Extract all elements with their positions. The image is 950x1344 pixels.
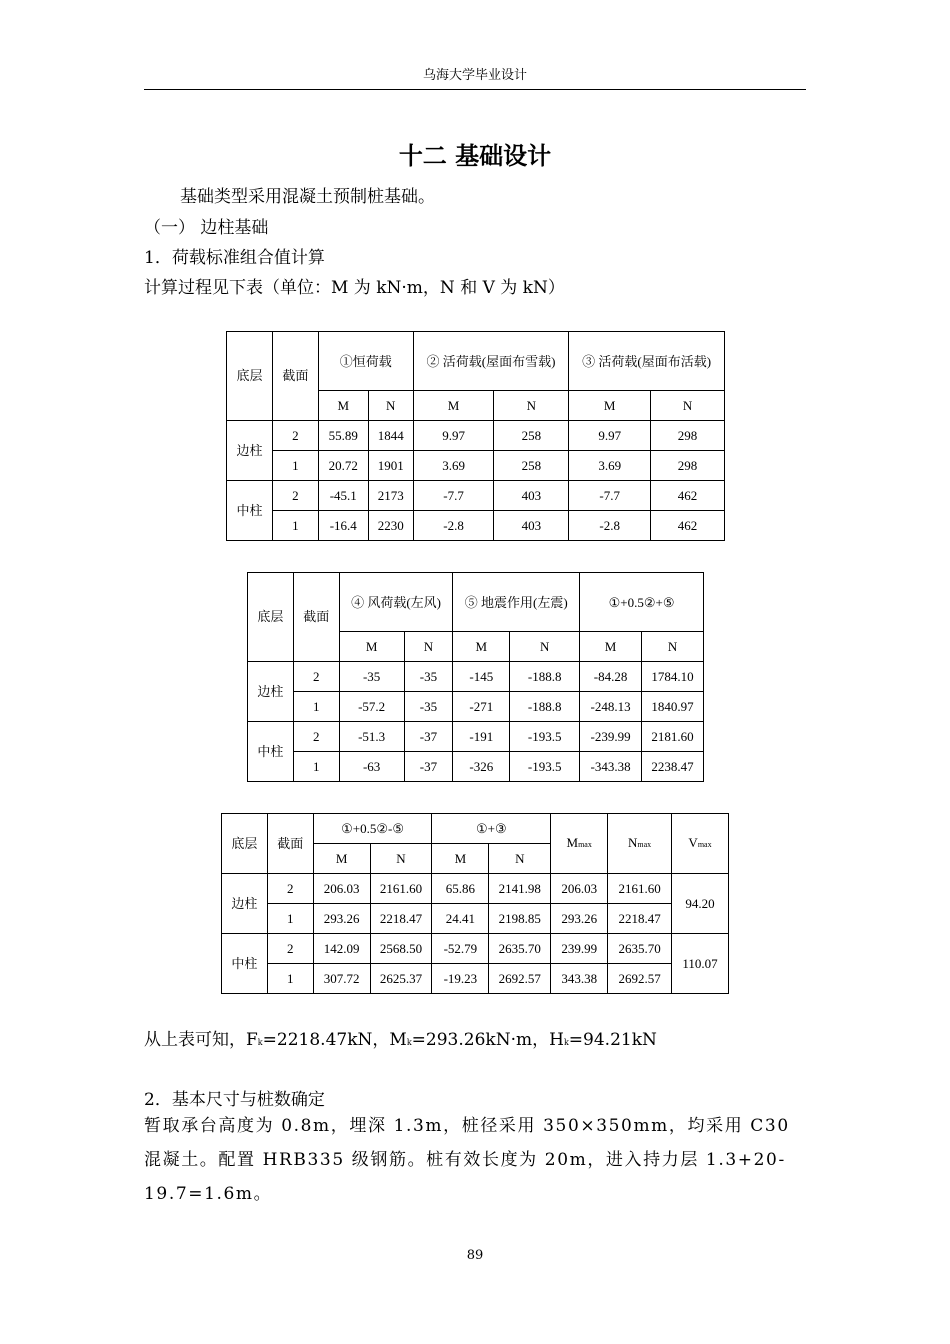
table-cell: 20.72 — [318, 451, 368, 481]
page-number: 89 — [466, 1248, 484, 1263]
section-number: 1 — [293, 752, 339, 782]
table-cell: 2238.47 — [642, 752, 704, 782]
header-n: N — [642, 632, 704, 662]
header-n: N — [404, 632, 453, 662]
table-row — [248, 692, 704, 722]
table-cell: -63 — [339, 752, 404, 782]
header-floor: 底层 — [222, 814, 268, 874]
table-cell: -193.5 — [510, 752, 580, 782]
section-number: 1 — [272, 511, 318, 541]
table-cell: -51.3 — [339, 722, 404, 752]
section-heading: （一） 边柱基础 — [144, 218, 269, 238]
table-cell: -35 — [404, 662, 453, 692]
table-cell: -2.8 — [413, 511, 494, 541]
header-live-load: ③ 活荷载(屋面布活载) — [569, 332, 725, 391]
header-m-max: Mmax — [551, 814, 608, 874]
table-cell: 2692.57 — [608, 964, 672, 994]
table-row — [227, 451, 725, 481]
table-cell: -45.1 — [318, 481, 368, 511]
table-row — [222, 964, 729, 994]
header-section: 截面 — [272, 332, 318, 421]
section-number: 1 — [267, 964, 313, 994]
table-cell: -35 — [339, 662, 404, 692]
table-cell: 2218.47 — [370, 904, 432, 934]
header-section: 截面 — [267, 814, 313, 874]
table-row — [222, 904, 729, 934]
table-cell: 239.99 — [551, 934, 608, 964]
section-number: 2 — [272, 481, 318, 511]
table-cell: 298 — [651, 421, 725, 451]
header-n: N — [510, 632, 580, 662]
table-cell: 2568.50 — [370, 934, 432, 964]
table-cell: -16.4 — [318, 511, 368, 541]
section-number: 1 — [293, 692, 339, 722]
table-row — [222, 874, 729, 904]
table-cell: -188.8 — [510, 692, 580, 722]
table-row — [227, 481, 725, 511]
table-cell: 258 — [494, 421, 569, 451]
header-combination-2: ①+0.5②-⑤ — [313, 814, 432, 844]
header-n: N — [368, 391, 413, 421]
header-dead-load: ①恒荷载 — [318, 332, 413, 391]
table-cell: -7.7 — [413, 481, 494, 511]
table-cell: 142.09 — [313, 934, 370, 964]
section-number: 2 — [272, 421, 318, 451]
table-cell: 65.86 — [432, 874, 489, 904]
table-cell: 462 — [651, 511, 725, 541]
table-cell: 3.69 — [413, 451, 494, 481]
table-cell: 2181.60 — [642, 722, 704, 752]
intro-text: 基础类型采用混凝土预制桩基础。 — [180, 187, 435, 207]
table-cell: 3.69 — [569, 451, 651, 481]
v-max-edge: 94.20 — [672, 874, 729, 934]
header-section: 截面 — [293, 573, 339, 662]
table-cell: 258 — [494, 451, 569, 481]
table-cell: 298 — [651, 451, 725, 481]
table-row — [222, 934, 729, 964]
header-v-max: Vmax — [672, 814, 729, 874]
table-cell: -193.5 — [510, 722, 580, 752]
table-cell: 24.41 — [432, 904, 489, 934]
header-m: M — [413, 391, 494, 421]
table-cell: 307.72 — [313, 964, 370, 994]
table-row — [227, 421, 725, 451]
table-cell: -57.2 — [339, 692, 404, 722]
table-row — [227, 511, 725, 541]
combination-table — [221, 813, 729, 994]
table-cell: 55.89 — [318, 421, 368, 451]
design-paragraph: 暂取承台高度为 0.8m，埋深 1.3m，桩径采用 350×350mm，均采用 C30 混凝土。配置 HRB335 级钢筋。桩有效长度为 20m，进入持力层 1.3+20-19.7=1.6m。 — [144, 1116, 790, 1204]
table-cell: 2692.57 — [489, 964, 551, 994]
table-cell: 2635.70 — [489, 934, 551, 964]
header-m: M — [569, 391, 651, 421]
header-m: M — [318, 391, 368, 421]
conclusion-text: 从上表可知，Fk=2218.47kN，Mk=293.26kN·m，Hk=94.21kN — [144, 1030, 657, 1050]
table-cell: -145 — [453, 662, 510, 692]
table-cell: -343.38 — [580, 752, 642, 782]
table-row — [248, 662, 704, 692]
page-header: 乌海大学毕业设计 — [144, 64, 806, 90]
header-n: N — [489, 844, 551, 874]
row-label-edge-column: 边柱 — [222, 874, 268, 934]
table-cell: 2625.37 — [370, 964, 432, 994]
table-cell: 2218.47 — [608, 904, 672, 934]
row-label-edge-column: 边柱 — [248, 662, 294, 722]
table-cell: -7.7 — [569, 481, 651, 511]
header-combination-3: ①+③ — [432, 814, 551, 844]
header-seismic-action: ⑤ 地震作用(左震) — [453, 573, 580, 632]
table-cell: 2161.60 — [370, 874, 432, 904]
table-cell: 1840.97 — [642, 692, 704, 722]
table-cell: 206.03 — [551, 874, 608, 904]
header-n: N — [370, 844, 432, 874]
header-m: M — [453, 632, 510, 662]
load-table-1 — [226, 331, 725, 541]
table-cell: 293.26 — [551, 904, 608, 934]
row-label-edge-column: 边柱 — [227, 421, 273, 481]
header-m: M — [339, 632, 404, 662]
section-number: 2 — [267, 934, 313, 964]
header-wind-load: ④ 风荷载(左风) — [339, 573, 453, 632]
table-cell: 403 — [494, 481, 569, 511]
load-table-2 — [247, 572, 704, 782]
table-cell: 2161.60 — [608, 874, 672, 904]
table-cell: -326 — [453, 752, 510, 782]
section-number: 1 — [272, 451, 318, 481]
row-label-middle-column: 中柱 — [248, 722, 294, 782]
table-cell: -188.8 — [510, 662, 580, 692]
header-n: N — [651, 391, 725, 421]
table-row — [248, 722, 704, 752]
header-n-max: Nmax — [608, 814, 672, 874]
section-number: 2 — [267, 874, 313, 904]
table-cell: 1901 — [368, 451, 413, 481]
table-cell: 403 — [494, 511, 569, 541]
header-floor: 底层 — [248, 573, 294, 662]
header-combination-1: ①+0.5②+⑤ — [580, 573, 704, 632]
table-cell: -37 — [404, 722, 453, 752]
row-label-middle-column: 中柱 — [227, 481, 273, 541]
header-m: M — [432, 844, 489, 874]
section-number: 2 — [293, 722, 339, 752]
table-cell: -2.8 — [569, 511, 651, 541]
table-cell: 1784.10 — [642, 662, 704, 692]
table-cell: 206.03 — [313, 874, 370, 904]
v-max-middle: 110.07 — [672, 934, 729, 994]
table-cell: -19.23 — [432, 964, 489, 994]
table-cell: -37 — [404, 752, 453, 782]
table-cell: -52.79 — [432, 934, 489, 964]
table-cell: -271 — [453, 692, 510, 722]
table-cell: 2141.98 — [489, 874, 551, 904]
header-m: M — [313, 844, 370, 874]
subsection-heading-2: 2．基本尺寸与桩数确定 — [144, 1090, 325, 1110]
table-cell: -248.13 — [580, 692, 642, 722]
table-cell: -35 — [404, 692, 453, 722]
table-row — [248, 752, 704, 782]
header-n: N — [494, 391, 569, 421]
table-cell: -84.28 — [580, 662, 642, 692]
table-cell: 2198.85 — [489, 904, 551, 934]
section-number: 1 — [267, 904, 313, 934]
table-cell: 462 — [651, 481, 725, 511]
calc-note: 计算过程见下表（单位：M 为 kN·m，N 和 V 为 kN） — [144, 278, 565, 298]
table-cell: 2173 — [368, 481, 413, 511]
table-cell: 2230 — [368, 511, 413, 541]
table-cell: 2635.70 — [608, 934, 672, 964]
table-cell: -191 — [453, 722, 510, 752]
section-number: 2 — [293, 662, 339, 692]
subsection-heading-1: 1．荷载标准组合值计算 — [144, 248, 325, 268]
table-cell: 9.97 — [569, 421, 651, 451]
header-m: M — [580, 632, 642, 662]
page-title: 十二 基础设计 — [398, 142, 552, 170]
header-floor: 底层 — [227, 332, 273, 421]
table-cell: 293.26 — [313, 904, 370, 934]
table-cell: 9.97 — [413, 421, 494, 451]
header-snow-load: ② 活荷载(屋面布雪载) — [413, 332, 569, 391]
table-cell: 1844 — [368, 421, 413, 451]
table-cell: -239.99 — [580, 722, 642, 752]
table-cell: 343.38 — [551, 964, 608, 994]
row-label-middle-column: 中柱 — [222, 934, 268, 994]
